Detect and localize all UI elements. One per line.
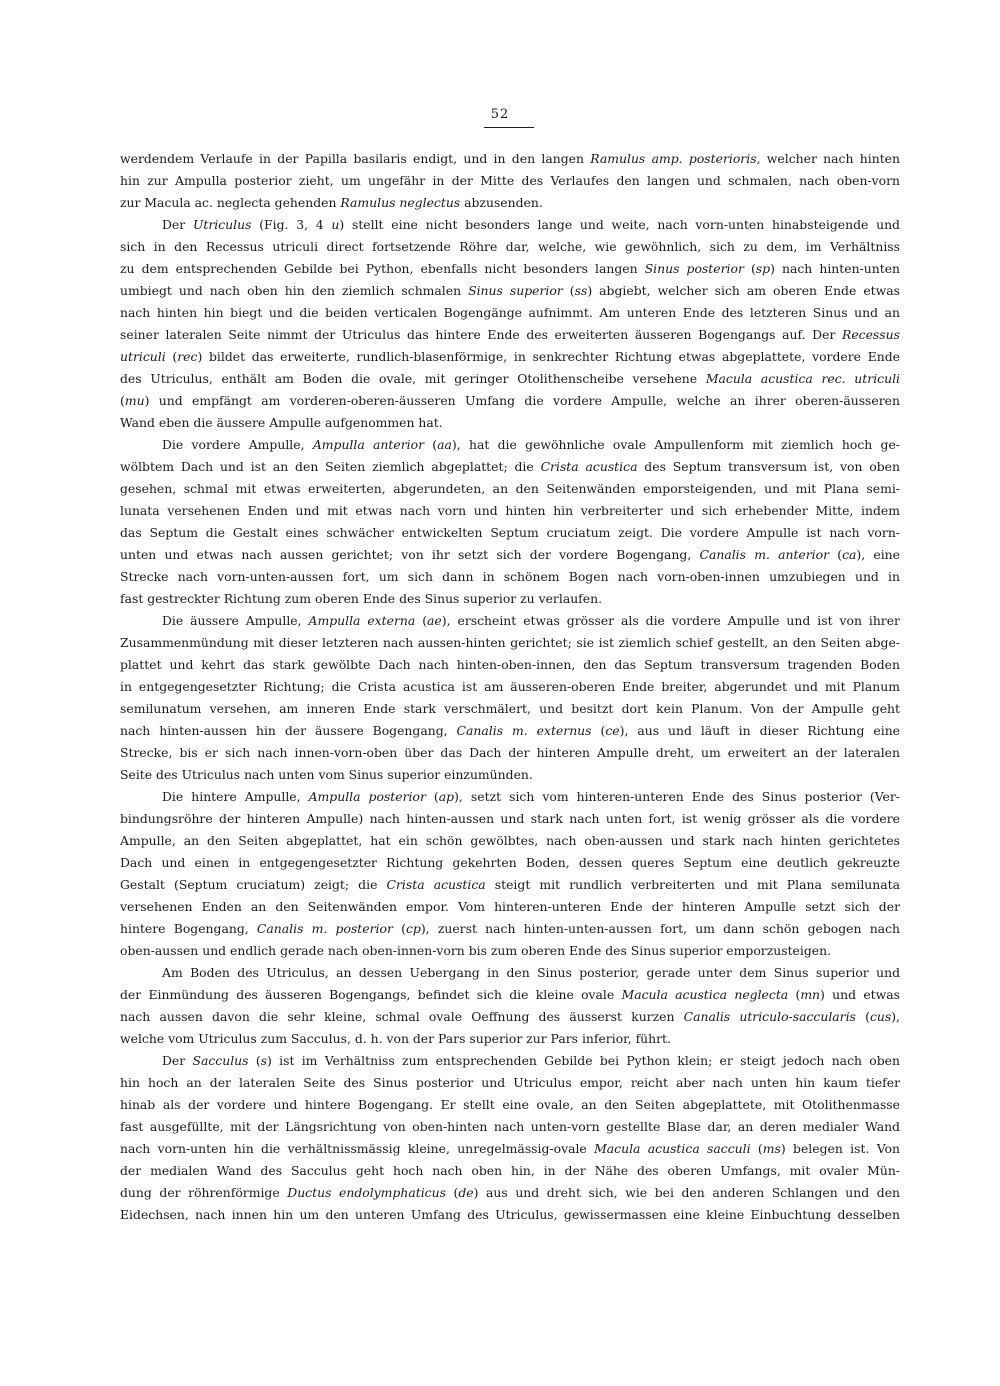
text-run: ) und etwas [820, 987, 900, 1002]
italic-term: Canalis m. posterior [256, 921, 393, 936]
text-run: Die vordere Ampulle, [162, 437, 313, 452]
text-run: steigt mit rundlich verbreiterten und mit Plana semilunata [485, 877, 901, 892]
text-run: ( [591, 723, 606, 738]
text-run: ( [392, 921, 406, 936]
text-run: zur Macula ac. neglecta gehenden [120, 195, 341, 210]
text-run: ) ist im Verhältniss zum entsprechenden Gebilde bei Python klein; er steigt jedoch nach oben [267, 1053, 900, 1068]
text-run: hinab als der vordere und hintere Bogengang. Er stellt eine ovale, an den Seiten abgeplattete, mit Otolithenmasse [120, 1097, 900, 1112]
text-run: Wand eben die äussere Ampulle aufgenommen hat. [120, 415, 443, 430]
text-line [120, 566, 900, 588]
text-run: ( [120, 393, 125, 408]
text-run: werdendem Verlaufe in der Papilla basilaris endigt, und in den langen [120, 151, 591, 166]
text-line [120, 654, 900, 676]
text-run: ( [743, 261, 756, 276]
italic-term: ae [427, 613, 442, 628]
text-line [120, 764, 900, 786]
italic-term: Crista acustica [386, 877, 486, 892]
text-run: gesehen, schmal mit etwas erweiterten, abgerundeten, an den Seitenwänden emporsteigenden, und mit Plana semi- [120, 481, 900, 496]
text-line [120, 390, 900, 412]
text-run: semilunatum versehen, am inneren Ende stark verschmälert, und besitzt dort kein Planum. Von der Ampulle geht [120, 701, 900, 716]
text-run: wölbtem Dach und ist an den Seiten ziemlich abgeplattet; die [120, 459, 541, 474]
italic-term: u [331, 217, 340, 232]
italic-term: Canalis m. anterior [699, 547, 830, 562]
text-run: nach hinten hin biegt und die beiden verticalen Bogengänge aufnimmt. Am unteren Ende des letzteren Sinus und an [120, 305, 900, 320]
text-run: Ampulle, an den Seiten abgeplattet, hat ein schön gewölbtes, nach oben-aussen und stark nach hinten gerichtetes [120, 833, 900, 848]
text-line [120, 346, 900, 368]
text-line [120, 940, 900, 962]
text-run: ( [248, 1053, 261, 1068]
text-run: des Septum transversum ist, von oben [637, 459, 900, 474]
text-run: umbiegt und nach oben hin den ziemlich schmalen [120, 283, 469, 298]
italic-term: mu [124, 393, 145, 408]
text-run: (Fig. 3, 4 [251, 217, 332, 232]
text-line [120, 280, 900, 302]
italic-term: Sinus superior [468, 283, 563, 298]
italic-term: Ductus endolymphaticus [287, 1185, 446, 1200]
text-line [120, 588, 900, 610]
italic-term: Ampulla externa [308, 613, 416, 628]
text-run: oben-aussen und endlich gerade nach oben-innen-vorn bis zum oberen Ende des Sinus superior emporzusteigen. [120, 943, 832, 958]
text-run: ) aus und dreht sich, wie bei den anderen Schlangen und den [473, 1185, 901, 1200]
text-run: Dach und einen in entgegengesetzter Richtung gekehrten Boden, dessen queres Septum eine deutlich gekreuzte [120, 855, 900, 870]
italic-term: Ramulus neglectus [340, 195, 461, 210]
italic-term: Ramulus amp. posterioris, [590, 151, 761, 166]
text-run: fast gestreckter Richtung zum oberen Ende des Sinus superior zu verlaufen. [120, 591, 603, 606]
text-line [120, 324, 900, 346]
text-line [120, 1138, 900, 1160]
text-run: ( [445, 1185, 459, 1200]
text-run: Gestalt (Septum cruciatum) zeigt; die [120, 877, 387, 892]
text-line [120, 632, 900, 654]
italic-term: aa [437, 437, 452, 452]
page-number-rule [484, 127, 534, 128]
text-run: ), [891, 1009, 900, 1024]
text-run: ), hat die gewöhnliche ovale Ampullenform mit ziemlich hoch ge- [451, 437, 900, 452]
text-run: Strecke, bis er sich nach innen-vorn-oben über das Dach der hinteren Ampulle dreht, um erweitert an der lateralen [120, 745, 900, 760]
page-number: 52 [490, 107, 510, 122]
text-line [120, 1204, 900, 1226]
text-run: ) und empfängt am vorderen-oberen-äusseren Umfang die vordere Ampulle, welche an ihrer oberen-äusseren [144, 393, 900, 408]
text-line [162, 1050, 900, 1072]
text-run: abzusenden. [460, 195, 543, 210]
italic-term: rec [177, 349, 198, 364]
text-run: nach hinten-aussen hin der äussere Bogengang, [120, 723, 457, 738]
text-line [120, 984, 900, 1006]
italic-term: Crista acustica [540, 459, 638, 474]
text-line [162, 962, 900, 984]
italic-term: s [260, 1053, 268, 1068]
text-run: ( [829, 547, 843, 562]
text-line [120, 676, 900, 698]
text-line [120, 522, 900, 544]
text-line [120, 192, 900, 214]
text-run: Der [162, 217, 193, 232]
italic-term: de [458, 1185, 474, 1200]
text-run: des Utriculus, enthält am Boden die ovale, mit geringer Otolithenscheibe versehene [120, 371, 706, 386]
italic-term: ap [438, 789, 455, 804]
text-run: bindungsröhre der hinteren Ampulle) nach hinten-aussen und stark nach unten fort, ist wenig grösser als die vordere [120, 811, 900, 826]
text-run: fast ausgefüllte, mit der Längsrichtung von oben-hinten nach unten-vorn gestellte Blase dar, an deren medialer Wand [120, 1119, 900, 1134]
text-run: ( [855, 1009, 870, 1024]
italic-term: Recessus [842, 327, 900, 342]
text-run: ), eine [856, 547, 900, 562]
text-line [120, 918, 900, 940]
text-run: Der [162, 1053, 193, 1068]
text-run: ( [165, 349, 178, 364]
text-run: Am Boden des Utriculus, an dessen Uebergang in den Sinus posterior, gerade unter dem Sinus superior und [162, 965, 900, 980]
text-line [120, 148, 900, 170]
text-run: ) nach hinten-unten [770, 261, 901, 276]
text-line [120, 1072, 900, 1094]
text-line [120, 500, 900, 522]
italic-term: Ampulla anterior [312, 437, 424, 452]
text-run: ), erscheint etwas grösser als die vordere Ampulle und ist von ihrer [441, 613, 900, 628]
text-run: ( [424, 437, 438, 452]
text-run: welche vom Utriculus zum Sacculus, d. h. von der Pars superior zur Pars inferior, führt. [120, 1031, 671, 1046]
italic-term: utriculi [120, 349, 166, 364]
text-run: ( [415, 613, 428, 628]
italic-term: Ampulla posterior [308, 789, 426, 804]
text-run: hintere Bogengang, [120, 921, 257, 936]
text-run: unten und etwas nach aussen gerichtet; von ihr setzt sich der vordere Bogengang, [120, 547, 700, 562]
text-run: hin zur Ampulla posterior zieht, um ungefähr in der Mitte des Verlaufes den langen und schmalen, nach oben-vorn [120, 173, 900, 188]
text-run: welcher nach hinten [760, 151, 900, 166]
text-line [120, 742, 900, 764]
italic-term: cp [405, 921, 421, 936]
italic-term: Macula acustica rec. utriculi [705, 371, 900, 386]
text-line [120, 1160, 900, 1182]
text-run: Seite des Utriculus nach unten vom Sinus superior einzumünden. [120, 767, 533, 782]
italic-term: Macula acustica sacculi [594, 1141, 751, 1156]
text-run: ( [562, 283, 575, 298]
text-line [120, 896, 900, 918]
text-run: ) stellt eine nicht besonders lange und weite, nach vorn-unten hinabsteigende und [339, 217, 900, 232]
text-line [120, 412, 900, 434]
italic-term: Canalis m. externus [456, 723, 592, 738]
text-run: in entgegengesetzter Richtung; die Crista acustica ist am äusseren-oberen Ende breiter, abgerundet und mit Planum [120, 679, 900, 694]
text-run: nach vorn-unten hin die verhältnissmässig kleine, unregelmässig-ovale [120, 1141, 595, 1156]
text-line [162, 214, 900, 236]
text-line [120, 720, 900, 742]
text-line [120, 170, 900, 192]
italic-term: ce [605, 723, 620, 738]
text-line [162, 786, 900, 808]
italic-term: ss [574, 283, 588, 298]
text-run: ), setzt sich vom hinteren-unteren Ende des Sinus posterior (Ver- [454, 789, 900, 804]
text-line [120, 544, 900, 566]
text-run: der medialen Wand des Sacculus geht hoch nach oben hin, in der Nähe des oberen Umfangs, mit ovaler Mün- [120, 1163, 900, 1178]
text-run: sich in den Recessus utriculi direct fortsetzende Röhre dar, welche, wie gewöhnlich, sich zu dem, im Verhältniss [120, 239, 900, 254]
text-line [120, 698, 900, 720]
text-line [120, 808, 900, 830]
italic-term: Sacculus [192, 1053, 249, 1068]
text-line [120, 1094, 900, 1116]
text-run: der Einmündung des äusseren Bogengangs, befindet sich die kleine ovale [120, 987, 622, 1002]
text-run: ( [788, 987, 801, 1002]
text-line [120, 302, 900, 324]
text-line [120, 236, 900, 258]
text-run: lunata versehenen Enden und mit etwas nach vorn und hinten hin verbreiterter und sich erhebender Mitte, indem [120, 503, 900, 518]
text-line [120, 1006, 900, 1028]
text-line [120, 1116, 900, 1138]
text-run: nach aussen davon die sehr kleine, schmal ovale Oeffnung des äusserst kurzen [120, 1009, 684, 1024]
italic-term: mn [800, 987, 821, 1002]
text-line [120, 258, 900, 280]
italic-term: cus [869, 1009, 892, 1024]
italic-term: Canalis utriculo-saccularis [683, 1009, 856, 1024]
text-line [120, 478, 900, 500]
text-run: hin hoch an der lateralen Seite des Sinus posterior und Utriculus empor, reicht aber nach unten hin kaum tiefer [120, 1075, 900, 1090]
text-line [120, 874, 900, 896]
italic-term: Sinus posterior [644, 261, 744, 276]
italic-term: Utriculus [192, 217, 252, 232]
text-run: versehenen Enden an den Seitenwänden empor. Vom hinteren-unteren Ende der hinteren Ampulle setzt sich der [120, 899, 900, 914]
text-run: seiner lateralen Seite nimmt der Utriculus das hintere Ende des erweiterten äusseren Bogengangs auf. Der [120, 327, 842, 342]
text-run: zu dem entsprechenden Gebilde bei Python, ebenfalls nicht besonders langen [120, 261, 645, 276]
text-run: das Septum die Gestalt eines schwächer entwickelten Septum cruciatum zeigt. Die vordere Ampulle ist nach vorn- [120, 525, 900, 540]
italic-term: sp [755, 261, 771, 276]
text-run: Die hintere Ampulle, [162, 789, 309, 804]
text-run: ), zuerst nach hinten-unten-aussen fort, um dann schön gebogen nach [420, 921, 900, 936]
text-line [120, 368, 900, 390]
text-line [120, 1182, 900, 1204]
italic-term: ca [842, 547, 857, 562]
text-line [120, 830, 900, 852]
text-line [120, 852, 900, 874]
text-run: Eidechsen, nach innen hin um den unteren Umfang des Utriculus, gewissermassen eine kleine Einbuchtung desselben [120, 1207, 900, 1222]
text-run: Zusammenmündung mit dieser letzteren nach aussen-hinten gerichtet; sie ist ziemlich schief gestellt, an den Seiten abge- [120, 635, 900, 650]
text-run: dung der röhrenförmige [120, 1185, 288, 1200]
text-line [162, 610, 900, 632]
text-line [120, 456, 900, 478]
text-run: ( [750, 1141, 763, 1156]
italic-term: ms [762, 1141, 781, 1156]
text-line [162, 434, 900, 456]
text-run: Die äussere Ampulle, [162, 613, 309, 628]
italic-term: Macula acustica neglecta [621, 987, 789, 1002]
text-run: plattet und kehrt das stark gewölbte Dach nach hinten-oben-innen, den das Septum transversum tragenden Boden [120, 657, 900, 672]
text-line [120, 1028, 900, 1050]
text-run: ) bildet das erweiterte, rundlich-blasenförmige, in senkrechter Richtung etwas abgeplattete, vordere Ende [197, 349, 900, 364]
text-run: ), aus und läuft in dieser Richtung eine [619, 723, 901, 738]
text-run: ( [425, 789, 439, 804]
text-run: ) abgiebt, welcher sich am oberen Ende etwas [587, 283, 900, 298]
text-run: ) belegen ist. Von [780, 1141, 900, 1156]
text-run: Strecke nach vorn-unten-aussen fort, um sich dann in schönem Bogen nach vorn-oben-innen umzubiegen und in [120, 569, 900, 584]
